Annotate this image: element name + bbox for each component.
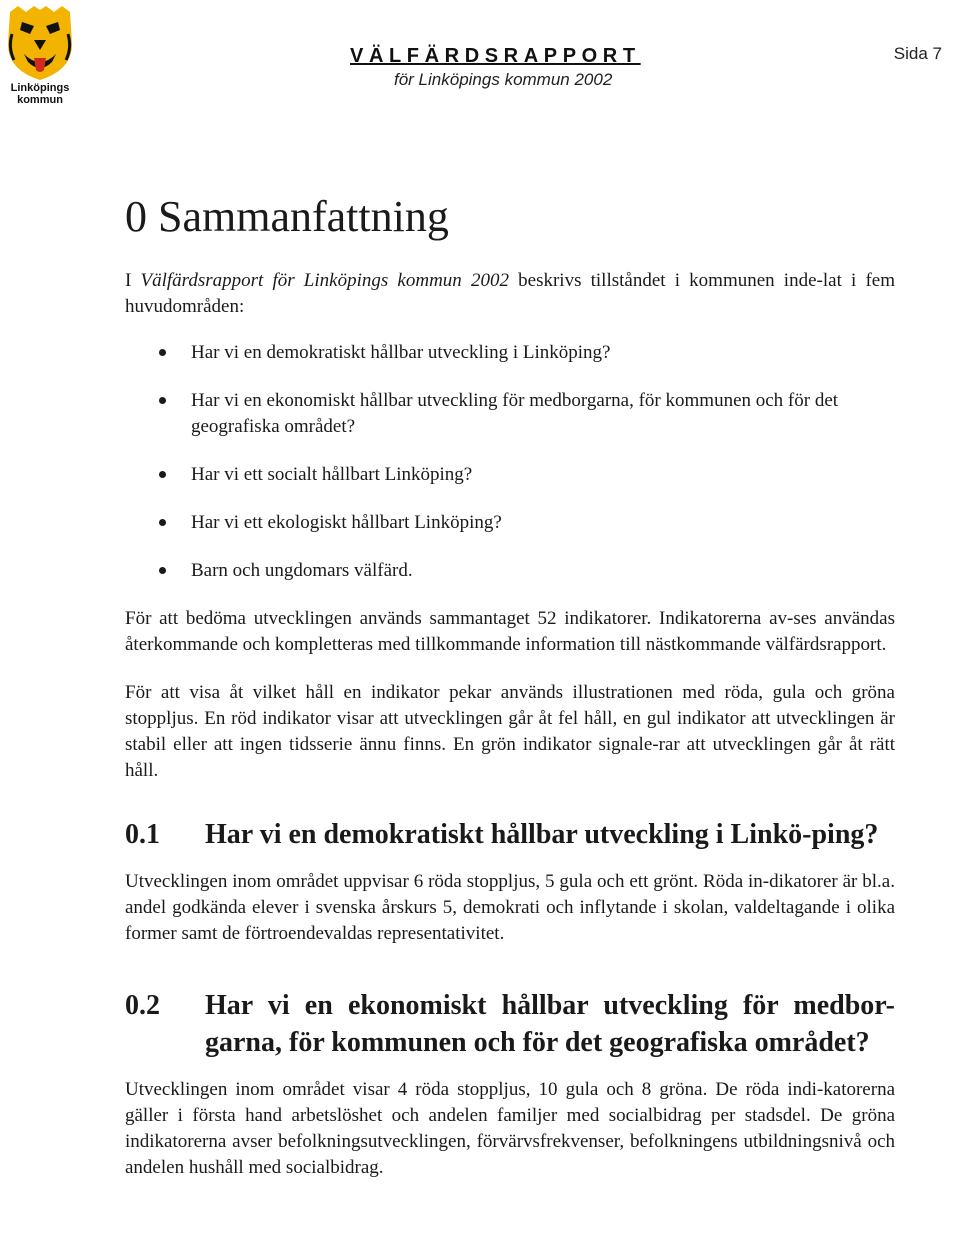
list-item <box>125 510 895 536</box>
section-heading <box>125 816 895 853</box>
indicators-paragraph: För att bedöma utvecklingen används sammantaget 52 indikatorer. Indikatorerna av-ses användas återkommande och kompletteras med tillkommande information till nästkommande välfärdsrapport. <box>125 608 895 655</box>
municipality-logo <box>4 4 76 108</box>
section-title: Har vi en demokratiskt hållbar utveckling i Linkö-ping? <box>205 819 879 850</box>
section-0-2 <box>125 987 895 1181</box>
list-item <box>125 558 895 584</box>
logo-wordmark <box>4 82 76 106</box>
list-item <box>125 462 895 488</box>
report-header <box>350 44 680 91</box>
report-name-italic: Välfärdsrapport för Linköpings kommun 2002 <box>140 270 509 291</box>
list-item-text: Barn och ungdomars välfärd. <box>191 560 413 581</box>
page-number: Sida 7 <box>893 44 942 63</box>
bullet-icon <box>159 519 166 526</box>
section-paragraph: Utvecklingen inom området uppvisar 6 röda stoppljus, 5 gula och ett grönt. Röda in-dikatorer är bl.a. andel godkända elever i svenska årskurs 5, demokrati och inflytande i skolan, valdeltagande i olika former samt de förtroendevaldas representativitet. <box>125 871 895 944</box>
focus-area-list <box>125 340 895 584</box>
bullet-icon <box>159 471 166 478</box>
page-content <box>125 190 895 1181</box>
logo-text-line1: Linköpings <box>10 82 70 94</box>
traffic-lights-paragraph: För att visa åt vilket håll en indikator pekar används illustrationen med röda, gula och gröna stoppljus. En röd indikator visar att utvecklingen går åt fel håll, en gul indikator att utvecklingen är stabil eller att ingen tidsserie ännu finns. En grön indikator signale-rar att utvecklingen går åt rätt håll. <box>125 682 895 781</box>
section-paragraph: Utvecklingen inom området visar 4 röda stoppljus, 10 gula och 8 gröna. De röda indi-katorerna gäller i första hand arbetslöshet och andelen familjer med socialbidrag per stadsdel. De gröna indikatorerna avser befolkningsutvecklingen, förvärvsfrekvenser, befolkningens utbildningsnivå och andelen hushåll med socialbidrag. <box>125 1079 895 1178</box>
list-item-text: Har vi ett socialt hållbart Linköping? <box>191 464 473 485</box>
list-item <box>125 340 895 366</box>
intro-prefix: I <box>125 270 141 291</box>
report-subtitle: för Linköpings kommun 2002 <box>394 70 613 89</box>
bullet-icon <box>159 349 166 356</box>
intro-suffix: beskrivs tillståndet i kommunen inde-lat i fem huvudområden: <box>125 270 895 317</box>
section-heading <box>125 987 895 1061</box>
report-title: VÄLFÄRDSRAPPORT <box>350 45 641 67</box>
bullet-icon <box>159 567 166 574</box>
list-item-text: Har vi en demokratiskt hållbar utveckling i Linköping? <box>191 342 611 363</box>
list-item-text: Har vi ett ekologiskt hållbart Linköping? <box>191 512 502 533</box>
section-number: 0.1 <box>125 819 160 850</box>
list-item-text: Har vi en ekonomiskt hållbar utveckling för medborgarna, för kommunen och för det geografiska området? <box>191 390 839 437</box>
section-title: Har vi en ekonomiskt hållbar utveckling för medbor-garna, för kommunen och för det geografiska området? <box>205 990 895 1058</box>
bullet-icon <box>159 397 166 404</box>
intro-paragraph <box>125 268 895 320</box>
logo-text-line2: kommun <box>17 94 63 106</box>
chapter-title: 0 Sammanfattning <box>125 192 449 241</box>
list-item <box>125 388 895 440</box>
section-0-1 <box>125 816 895 947</box>
section-number: 0.2 <box>125 990 160 1021</box>
lion-crest-icon <box>4 4 76 82</box>
